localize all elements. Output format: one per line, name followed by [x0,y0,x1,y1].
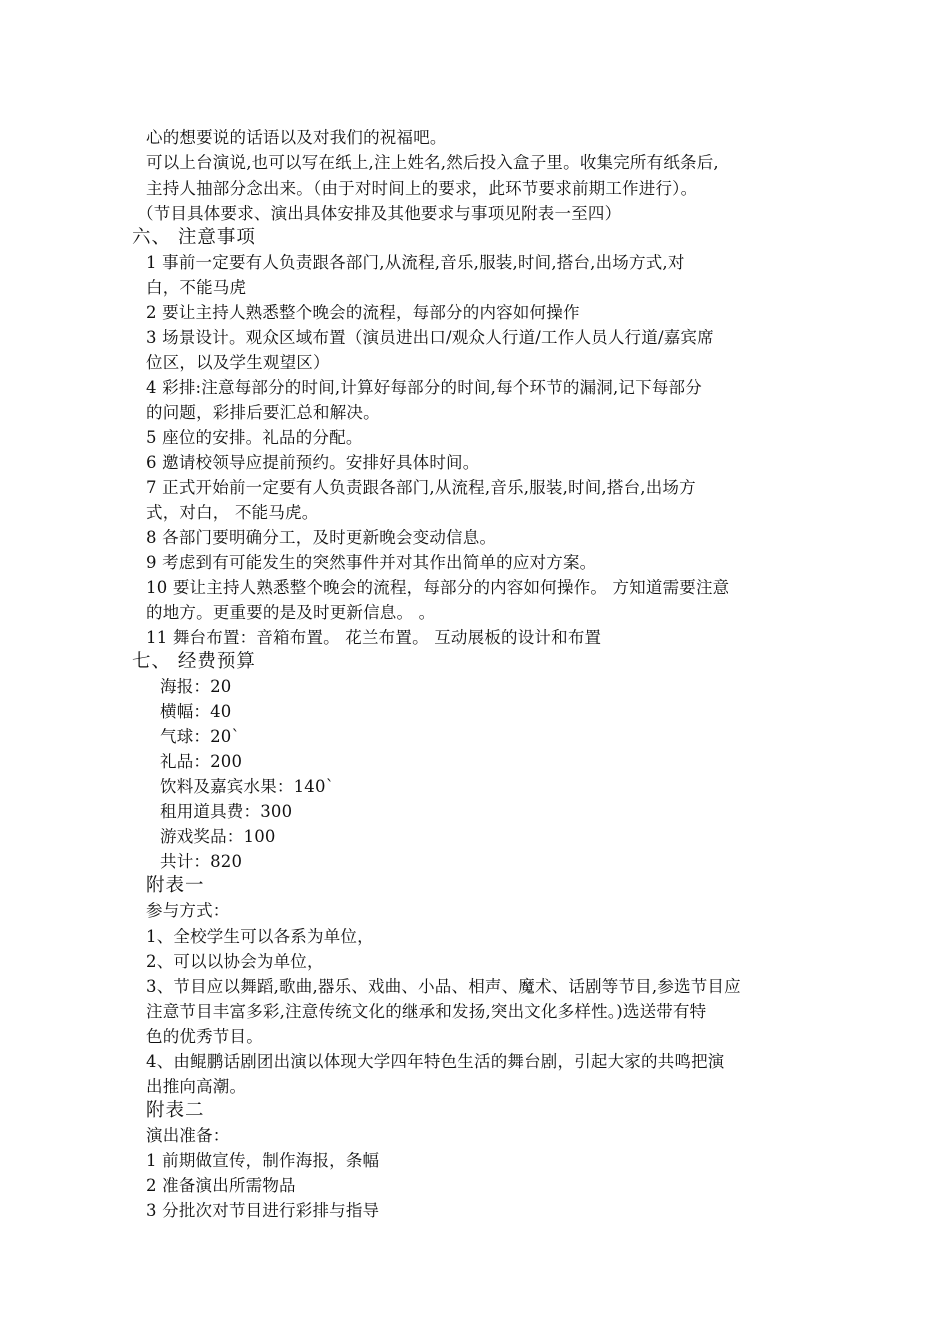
appendix-subheading: 参与方式： [146,901,230,920]
budget-item: 礼品：200 [160,752,243,771]
budget-item: 饮料及嘉宾水果：140` [160,777,335,796]
appendix-heading-1: 附表一 [146,875,205,896]
list-item: 4 彩排:注意每部分的时间,计算好每部分的时间,每个环节的漏洞,记下每部分 [146,378,702,397]
section-heading-notes: 六、 注意事项 [132,227,256,248]
list-item: 注意节目丰富多彩,注意传统文化的继承和发扬,突出文化多样性。)选送带有特 [146,1002,707,1021]
list-item: 2、可以以协会为单位， [146,952,324,971]
list-item: 的地方。更重要的是及时更新信息。 。 [146,603,436,622]
budget-total: 共计：820 [160,852,243,871]
intro-line: 主持人抽部分念出来。（由于对时间上的要求，此环节要求前期工作进行）。 [146,179,698,198]
list-item: 3 分批次对节目进行彩排与指导 [146,1201,380,1220]
list-item: 10 要让主持人熟悉整个晚会的流程，每部分的内容如何操作。 方知道需要注意 [146,578,730,597]
list-item: 式，对白， 不能马虎。 [146,503,319,522]
list-item: 3 场景设计。观众区域布置（演员进出口/观众人行道/工作人员人行道/嘉宾席 [146,328,714,347]
list-item: 2 准备演出所需物品 [146,1176,296,1195]
budget-item: 游戏奖品：100 [160,827,276,846]
list-item: 的问题，彩排后要汇总和解决。 [146,403,380,422]
list-item: 9 考虑到有可能发生的突然事件并对其作出简单的应对方案。 [146,553,597,572]
list-item: 4、由鲲鹏话剧团出演以体现大学四年特色生活的舞台剧，引起大家的共鸣把演 [146,1052,725,1071]
list-item: 8 各部门要明确分工，及时更新晚会变动信息。 [146,528,497,547]
appendix-subheading: 演出准备： [146,1126,230,1145]
budget-item: 气球：20` [160,727,240,746]
list-item: 1 事前一定要有人负责跟各部门,从流程,音乐,服装,时间,搭台,出场方式,对 [146,253,685,272]
list-item: 7 正式开始前一定要有人负责跟各部门,从流程,音乐,服装,时间,搭台,出场方 [146,478,696,497]
list-item: 3、节目应以舞蹈,歌曲,器乐、戏曲、小品、相声、魔术、话剧等节目,参选节目应 [146,977,741,996]
section-heading-budget: 七、 经费预算 [132,651,256,672]
intro-line: 可以上台演说,也可以写在纸上,注上姓名,然后投入盒子里。收集完所有纸条后, [146,153,719,172]
intro-line: （节目具体要求、演出具体安排及其他要求与事项见附表一至四） [137,204,622,223]
list-item: 1、全校学生可以各系为单位， [146,927,374,946]
list-item: 5 座位的安排。礼品的分配。 [146,428,363,447]
list-item: 2 要让主持人熟悉整个晚会的流程，每部分的内容如何操作 [146,303,580,322]
budget-item: 海报：20 [160,677,232,696]
list-item: 位区，以及学生观望区） [146,353,330,372]
list-item: 1 前期做宣传，制作海报，条幅 [146,1151,380,1170]
appendix-heading-2: 附表二 [146,1100,205,1121]
budget-item: 租用道具费：300 [160,802,293,821]
list-item: 11 舞台布置：音箱布置。 花兰布置。 互动展板的设计和布置 [146,628,602,647]
budget-item: 横幅：40 [160,702,232,721]
list-item: 6 邀请校领导应提前预约。安排好具体时间。 [146,453,480,472]
list-item: 色的优秀节目。 [146,1027,263,1046]
intro-line: 心的想要说的话语以及对我们的祝福吧。 [146,128,447,147]
list-item: 出推向高潮。 [146,1077,247,1096]
list-item: 白，不能马虎 [146,278,247,297]
